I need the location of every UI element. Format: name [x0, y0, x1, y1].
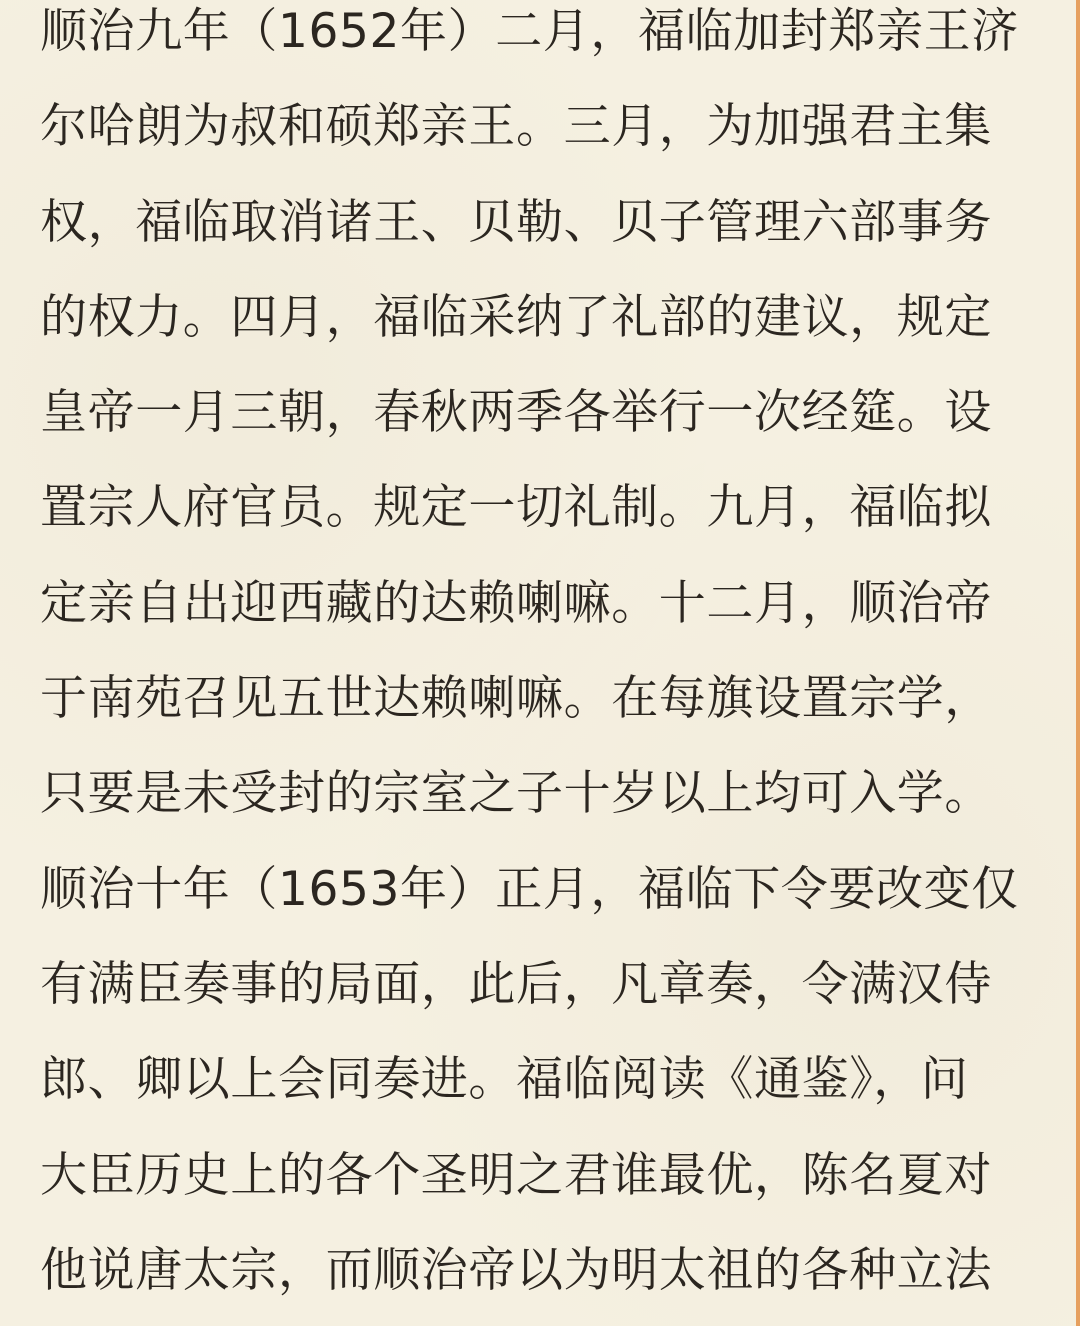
article-body [40, 0, 1070, 1318]
text-line: 权，福临取消诸王、贝勒、贝子管理六部事务 [40, 194, 992, 250]
text-line: 置宗人府官员。规定一切礼制。九月，福临拟 [40, 480, 992, 536]
text-line: 皇帝一月三朝，春秋两季各举行一次经筵。设 [40, 385, 992, 441]
page-edge-accent [1076, 0, 1080, 1326]
text-line: 大臣历史上的各个圣明之君谁最优，陈名夏对 [40, 1147, 992, 1203]
text-line: 定亲自出迎西藏的达赖喇嘛。十二月，顺治帝 [40, 575, 992, 631]
text-line: 有满臣奏事的局面，此后，凡章奏，令满汉侍 [40, 956, 992, 1012]
text-line: 顺治十年（1653年）正月，福临下令要改变仅 [40, 861, 1019, 917]
text-line: 郎、卿以上会同奏进。福临阅读《通鉴》，问 [40, 1052, 969, 1108]
text-line: 只要是未受封的宗室之子十岁以上均可入学。 [40, 766, 992, 822]
text-line: 顺治九年（1652年）二月，福临加封郑亲王济 [40, 4, 1019, 59]
text-line: 他说唐太宗，而顺治帝以为明太祖的各种立法 [40, 1242, 992, 1298]
text-line: 的权力。四月，福临采纳了礼部的建议，规定 [40, 289, 992, 345]
text-line: 尔哈朗为叔和硕郑亲王。三月，为加强君主集 [40, 99, 992, 155]
text-line: 于南苑召见五世达赖喇嘛。在每旗设置宗学， [40, 671, 992, 727]
